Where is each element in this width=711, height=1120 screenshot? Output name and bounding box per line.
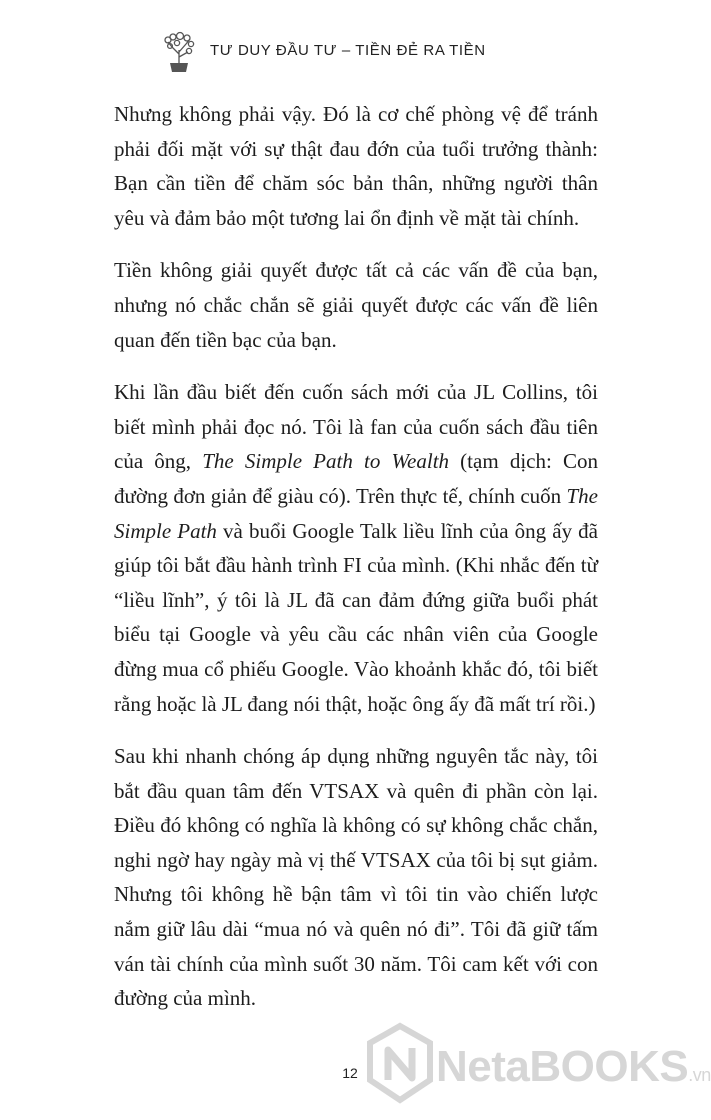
bonsai-tree-icon (160, 30, 198, 76)
paragraph-2: Tiền không giải quyết được tất cả các vấn đề của bạn, nhưng nó chắc chắn sẽ giải quyết được các vấn đề liên quan đến tiền bạc của bạn. (114, 258, 598, 352)
paragraph-3-part-b: (tạm dịch: Con đường đơn giản để giàu có). Trên thực tế, chính cuốn (114, 449, 598, 508)
netabooks-logo-icon (364, 1022, 436, 1106)
watermark-suffix: .vn (688, 1065, 711, 1085)
paragraph-3-part-a: Khi lần đầu biết đến cuốn sách mới của JL Collins, tôi biết mình phải đọc nó. Tôi là fan của cuốn sách đầu tiên của ông, (114, 380, 598, 474)
header-title: TƯ DUY ĐẦU TƯ – TIỀN ĐẺ RA TIỀN (210, 42, 486, 59)
paragraph-3-part-c: và buổi Google Talk liều lĩnh của ông ấy đã giúp tôi bắt đầu hành trình FI của mình. (Khi nhắc đến từ “liều lĩnh”, ý tôi là JL đã can đảm đứng giữa buổi phát biểu tại Google và yêu cầu các nhân viên của Google đừng mua cổ phiếu Google. Vào khoảnh khắc đó, tôi biết rằng hoặc là JL đang nói thật, hoặc ông ấy đã mất trí rồi.) (114, 518, 598, 716)
watermark-text (436, 1042, 711, 1092)
watermark-brand: NetaBOOKS (436, 1042, 689, 1091)
page-number: 12 (342, 1065, 358, 1081)
body-text (114, 97, 598, 1034)
book-title-short-italic: The Simple Path (114, 483, 598, 543)
paragraph-4: Sau khi nhanh chóng áp dụng những nguyên tắc này, tôi bắt đầu quan tâm đến VTSAX và quên đi phần còn lại. Điều đó không có nghĩa là không có sự không chắc chắn, nghi ngờ hay ngày mà vị thế VTSAX của tôi bị sụt giảm. Nhưng tôi không hề bận tâm vì tôi tin vào chiến lược nắm giữ lâu dài “mua nó và quên nó đi”. Tôi đã giữ tấm ván tài chính của mình suốt 30 năm. Tôi cam kết với con đường của mình. (114, 744, 598, 1011)
paragraph-1: Nhưng không phải vậy. Đó là cơ chế phòng vệ để tránh phải đối mặt với sự thật đau đớn của tuổi trưởng thành: Bạn cần tiền để chăm sóc bản thân, những người thân yêu và đảm bảo một tương lai ổn định về mặt tài chính. (114, 102, 598, 230)
watermark (364, 1022, 711, 1112)
paragraph-3 (114, 375, 598, 721)
running-header (0, 30, 700, 80)
book-title-italic: The Simple Path to Wealth (202, 449, 450, 474)
